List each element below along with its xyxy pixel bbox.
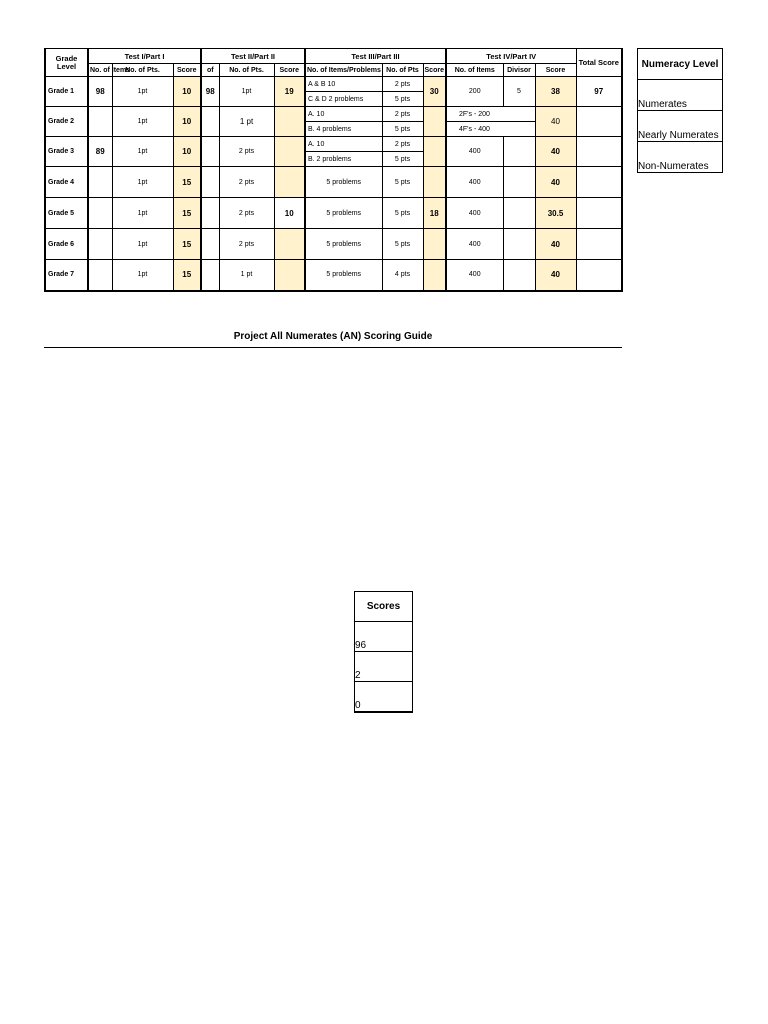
t1-pts-cell: 1pt — [112, 77, 173, 107]
grade-cell: Grade 4 — [45, 167, 88, 198]
t3-items-cell: B. 2 problems — [305, 152, 382, 167]
t3-items-cell: A. 10 — [305, 107, 382, 122]
t4-score-cell: 40 — [535, 229, 576, 260]
t3-items-cell: B. 4 problems — [305, 122, 382, 137]
t2-score-cell — [274, 229, 305, 260]
t4-items-cell: 200 — [446, 77, 503, 107]
header-grade-level: Grade Level — [45, 49, 88, 77]
t4-items-cell: 2F's - 200 — [446, 107, 535, 122]
t3-pts-cell: 5 pts — [382, 152, 423, 167]
t2-pts-cell: 2 pts — [219, 229, 274, 260]
t3-items-cell: A. 10 — [305, 137, 382, 152]
t2-pts-cell: 2 pts — [219, 167, 274, 198]
t2-score-cell — [274, 167, 305, 198]
numeracy-level-item: Numerates — [638, 80, 723, 111]
t2-pts-cell: 1pt — [219, 77, 274, 107]
header-t2-score: Score — [274, 64, 305, 77]
header-test3: Test III/Part III — [305, 49, 446, 64]
t1-pts-cell: 1pt — [112, 229, 173, 260]
grade-cell: Grade 2 — [45, 107, 88, 137]
t4-score-cell: 40 — [535, 260, 576, 291]
t1-items-cell — [88, 107, 112, 137]
t3-pts-cell: 5 pts — [382, 122, 423, 137]
t1-items-cell: 98 — [88, 77, 112, 107]
t2-items-cell — [201, 167, 219, 198]
score-value: 2 — [355, 652, 413, 682]
scoring-guide-title: Project All Numerates (AN) Scoring Guide — [233, 331, 433, 342]
t4-score-cell: 40 — [535, 107, 576, 137]
t3-score-cell — [423, 260, 446, 291]
t4-divisor-cell — [503, 137, 535, 167]
t4-score-cell: 38 — [535, 77, 576, 107]
t3-pts-cell: 4 pts — [382, 260, 423, 291]
t2-pts-cell: 1 pt — [219, 260, 274, 291]
t4-divisor-cell — [503, 229, 535, 260]
t4-score-cell: 30.5 — [535, 198, 576, 229]
total-cell: 97 — [576, 77, 622, 107]
t4-divisor-cell — [503, 167, 535, 198]
header-t1-score: Score — [173, 64, 201, 77]
t2-pts-cell: 1 pt — [219, 107, 274, 137]
t3-score-cell: 30 — [423, 77, 446, 107]
t3-score-cell — [423, 167, 446, 198]
table-row — [45, 77, 622, 92]
t2-items-cell: 98 — [201, 77, 219, 107]
header-t3-pts: No. of Pts — [382, 64, 423, 77]
header-t3-score: Score — [423, 64, 446, 77]
scores-header: Scores — [355, 592, 413, 622]
header-t2-pts: No. of Pts. — [219, 64, 274, 77]
t2-items-cell — [201, 107, 219, 137]
t3-items-cell: 5 problems — [305, 167, 382, 198]
scores-table — [354, 591, 413, 713]
t1-pts-cell: 1pt — [112, 167, 173, 198]
t2-items-cell — [201, 229, 219, 260]
t1-score-cell: 15 — [173, 198, 201, 229]
header-total: Total Score — [576, 49, 622, 77]
header-t1-items: No. of Items — [88, 64, 112, 77]
table-row — [45, 107, 622, 122]
t3-score-cell — [423, 107, 446, 137]
header-test4: Test IV/Part IV — [446, 49, 576, 64]
t1-score-cell: 15 — [173, 229, 201, 260]
t2-score-cell: 10 — [274, 198, 305, 229]
score-value: 96 — [355, 622, 413, 652]
total-cell — [576, 198, 622, 229]
header-t3-items: No. of Items/Problems — [305, 64, 382, 77]
t2-score-cell — [274, 137, 305, 167]
t4-items-cell: 400 — [446, 167, 503, 198]
table-row — [45, 229, 622, 260]
numeracy-level-table — [637, 48, 723, 173]
t1-score-cell: 15 — [173, 167, 201, 198]
header-test2: Test II/Part II — [201, 49, 305, 64]
total-cell — [576, 260, 622, 291]
t3-pts-cell: 2 pts — [382, 107, 423, 122]
t3-pts-cell: 5 pts — [382, 198, 423, 229]
numeracy-level-header: Numeracy Level — [638, 49, 723, 80]
t3-items-cell: 5 problems — [305, 229, 382, 260]
t2-score-cell — [274, 260, 305, 291]
grade-cell: Grade 3 — [45, 137, 88, 167]
header-t2-items: of — [201, 64, 219, 77]
t3-pts-cell: 2 pts — [382, 137, 423, 152]
t1-score-cell: 15 — [173, 260, 201, 291]
numeracy-level-item: Non-Numerates — [638, 142, 723, 173]
t1-items-cell — [88, 198, 112, 229]
t1-pts-cell: 1pt — [112, 260, 173, 291]
t2-pts-cell: 2 pts — [219, 137, 274, 167]
t4-divisor-cell — [503, 260, 535, 291]
t3-items-cell: 5 problems — [305, 198, 382, 229]
table-row — [45, 167, 622, 198]
grade-cell: Grade 6 — [45, 229, 88, 260]
t1-items-cell — [88, 167, 112, 198]
t1-pts-cell: 1pt — [112, 137, 173, 167]
header-t1-pts: No. of Pts. — [112, 64, 173, 77]
title-underline — [44, 347, 622, 348]
t4-score-cell: 40 — [535, 167, 576, 198]
t3-items-cell: 5 problems — [305, 260, 382, 291]
t1-pts-cell: 1pt — [112, 198, 173, 229]
grade-cell: Grade 5 — [45, 198, 88, 229]
t2-items-cell — [201, 137, 219, 167]
t1-score-cell: 10 — [173, 137, 201, 167]
t3-items-cell: C & D 2 problems — [305, 92, 382, 107]
t4-divisor-cell: 5 — [503, 77, 535, 107]
t1-score-cell: 10 — [173, 107, 201, 137]
header-test1: Test I/Part I — [88, 49, 201, 64]
t3-pts-cell: 2 pts — [382, 77, 423, 92]
header-t4-score: Score — [535, 64, 576, 77]
t1-items-cell: 89 — [88, 137, 112, 167]
numeracy-level-item: Nearly Numerates — [638, 111, 723, 142]
t3-pts-cell: 5 pts — [382, 229, 423, 260]
header-t4-divisor: Divisor — [503, 64, 535, 77]
t3-score-cell: 18 — [423, 198, 446, 229]
t3-pts-cell: 5 pts — [382, 167, 423, 198]
t4-score-cell: 40 — [535, 137, 576, 167]
t4-items-cell: 400 — [446, 137, 503, 167]
t4-divisor-cell — [503, 198, 535, 229]
total-cell — [576, 229, 622, 260]
total-cell — [576, 137, 622, 167]
header-t4-items: No. of Items — [446, 64, 503, 77]
total-cell — [576, 167, 622, 198]
t3-pts-cell: 5 pts — [382, 92, 423, 107]
t1-pts-cell: 1pt — [112, 107, 173, 137]
grade-cell: Grade 1 — [45, 77, 88, 107]
scoring-table — [44, 48, 623, 292]
t4-items-cell: 4F's - 400 — [446, 122, 535, 137]
t3-items-cell: A & B 10 — [305, 77, 382, 92]
t4-items-cell: 400 — [446, 260, 503, 291]
t1-items-cell — [88, 229, 112, 260]
score-value: 0 — [355, 682, 413, 713]
t2-items-cell — [201, 198, 219, 229]
t1-items-cell — [88, 260, 112, 291]
t2-items-cell — [201, 260, 219, 291]
t2-score-cell: 19 — [274, 77, 305, 107]
table-row — [45, 198, 622, 229]
t4-items-cell: 400 — [446, 229, 503, 260]
table-row — [45, 260, 622, 291]
t2-score-cell — [274, 107, 305, 137]
t1-score-cell: 10 — [173, 77, 201, 107]
total-cell — [576, 107, 622, 137]
t3-score-cell — [423, 229, 446, 260]
grade-cell: Grade 7 — [45, 260, 88, 291]
t2-pts-cell: 2 pts — [219, 198, 274, 229]
table-row — [45, 137, 622, 152]
t4-items-cell: 400 — [446, 198, 503, 229]
t3-score-cell — [423, 137, 446, 167]
